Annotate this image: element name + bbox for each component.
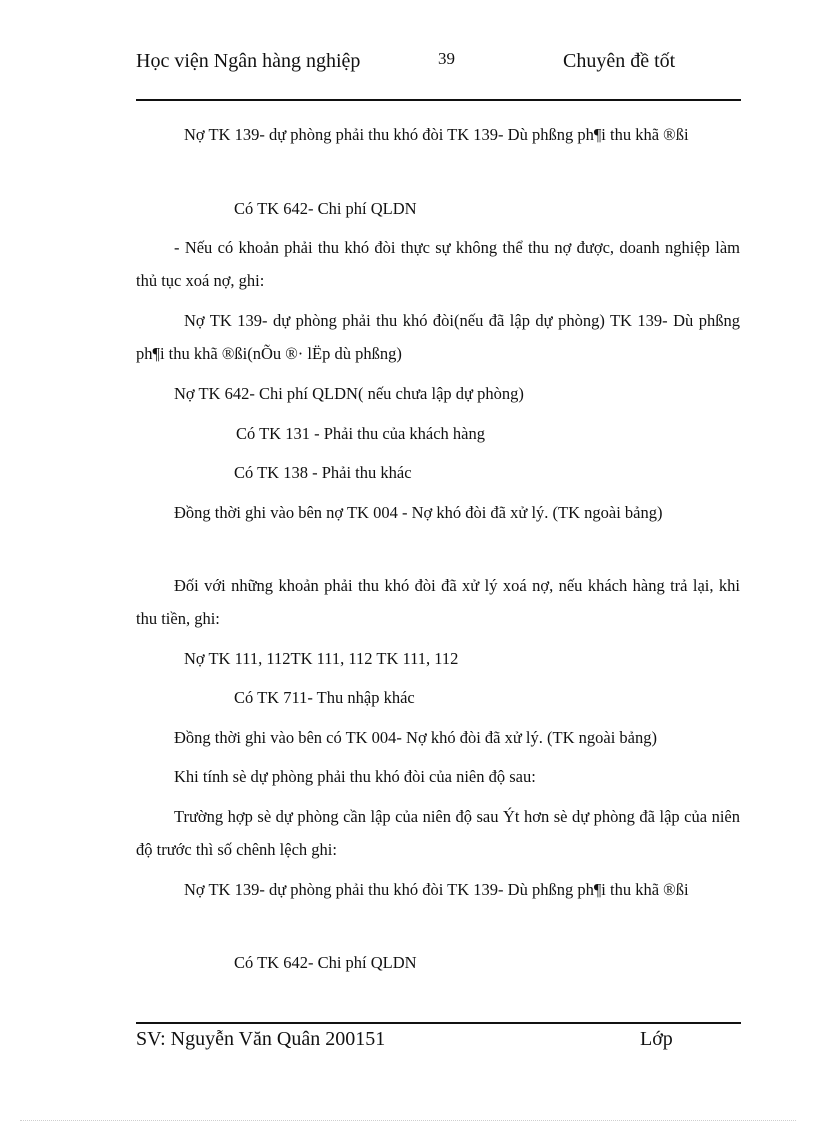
paragraph: Nợ TK 642- Chi phí QLDN( nếu chưa lập dự phòng) <box>174 384 524 403</box>
paragraph: Đối với những khoản phải thu khó đòi đã xử lý xoá nợ, nếu khách hàng trả lại, khi thu tiền, ghi: <box>136 576 740 628</box>
page-bottom-edge <box>20 1120 796 1121</box>
page-header <box>136 48 740 100</box>
paragraph: Có TK 642- Chi phí QLDN <box>234 953 417 972</box>
footer-student: SV: Nguyễn Văn Quân 200151 <box>136 1028 386 1050</box>
paragraph: Có TK 138 - Phải thu khác <box>234 463 412 482</box>
paragraph: Có TK 131 - Phải thu của khách hàng <box>236 424 485 443</box>
paragraph: - Nếu có khoản phải thu khó đòi thực sự không thể thu nợ được, doanh nghiệp làm thủ tục xoá nợ, ghi: <box>136 238 740 290</box>
paragraph: Nợ TK 111, 112TK 111, 112 TK 111, 112 <box>184 649 459 668</box>
paragraph: Có TK 642- Chi phí QLDN <box>234 199 417 218</box>
header-title: Chuyên đề tốt <box>563 50 676 72</box>
paragraph: Đồng thời ghi vào bên có TK 004- Nợ khó đòi đã xử lý. (TK ngoài bảng) <box>174 728 657 747</box>
footer-class: Lớp <box>640 1028 673 1050</box>
paragraph: Nợ TK 139- dự phòng phải thu khó đòi(nếu đã lập dự phòng) TK 139- Dù phßng ph¶i thu khã ®ßi(nÕu ®· lËp dù phßng) <box>136 311 740 363</box>
paragraph: Khi tính sè dự phòng phải thu khó đòi của niên độ sau: <box>174 767 536 786</box>
paragraph: Trường hợp sè dự phòng cần lập của niên độ sau Ýt hơn sè dự phòng đã lập của niên độ trước thì số chênh lệch ghi: <box>136 807 740 859</box>
paragraph: Có TK 711- Thu nhập khác <box>234 688 415 707</box>
page-number: 39 <box>438 49 455 68</box>
paragraph: Nợ TK 139- dự phòng phải thu khó đòi TK 139- Dù phßng ph¶i thu khã ®ßi <box>184 125 689 144</box>
paragraph: Đồng thời ghi vào bên nợ TK 004 - Nợ khó đòi đã xử lý. (TK ngoài bảng) <box>174 503 663 522</box>
paragraph: Nợ TK 139- dự phòng phải thu khó đòi TK 139- Dù phßng ph¶i thu khã ®ßi <box>184 880 689 899</box>
footer-divider <box>136 1022 741 1024</box>
header-divider <box>136 99 741 101</box>
header-institution: Học viện Ngân hàng nghiệp <box>136 50 361 72</box>
